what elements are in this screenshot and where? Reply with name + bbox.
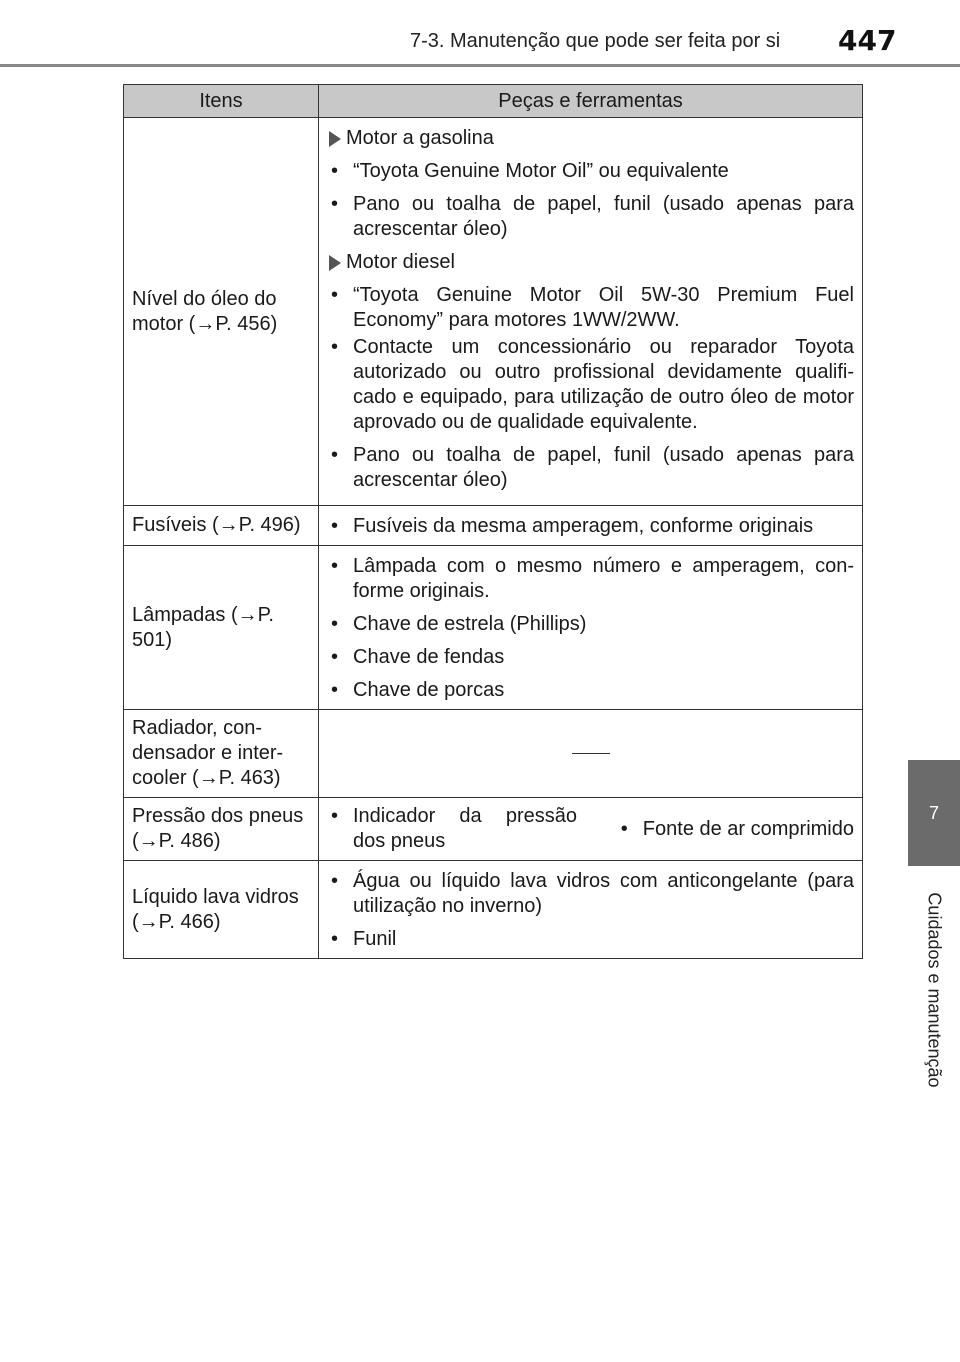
triangle-bullet-icon xyxy=(329,255,341,271)
maintenance-table xyxy=(123,84,863,959)
item-cell: Nível do óleo do motor (→P. 456) xyxy=(124,118,319,506)
list-item: • Funil xyxy=(331,928,397,950)
table-row xyxy=(124,710,863,798)
item-cell: Pressão dos pneus (→P. 486) xyxy=(124,798,319,861)
table-row xyxy=(124,118,863,506)
item-cell: Lâmpadas (→P. 501) xyxy=(124,546,319,710)
list-item: • Contacte um concessionário ou reparador Toyota autorizado ou outro profissional devidamente qualifi-cado e equipado, para utilização de outro óleo de motor aprovado ou de qualidade equivalente. xyxy=(331,336,854,433)
empty-dash xyxy=(572,753,610,754)
list-item: • Pano ou toalha de papel, funil (usado apenas para acrescentar óleo) xyxy=(331,193,854,240)
subheading-diesel: Motor diesel xyxy=(327,248,854,281)
chapter-tab[interactable] xyxy=(908,760,960,866)
triangle-bullet-icon xyxy=(329,131,341,147)
item-cell: Fusíveis (→P. 496) xyxy=(124,506,319,546)
list-item: • Lâmpada com o mesmo número e amperagem, con-forme originais. xyxy=(331,555,854,602)
parts-cell xyxy=(319,506,863,546)
list-item: • Chave de porcas xyxy=(331,679,505,701)
parts-cell xyxy=(319,118,863,506)
table-header-row xyxy=(124,85,863,118)
parts-cell xyxy=(319,861,863,959)
list-item: • Fonte de ar comprimido xyxy=(620,817,854,840)
item-cell: Líquido lava vidros (→P. 466) xyxy=(124,861,319,959)
item-cell: Radiador, con-densador e inter-cooler (→P. 463) xyxy=(124,710,319,798)
list-item: • Indicador da pressão dos pneus xyxy=(331,805,577,852)
column-header-items: Itens xyxy=(124,85,319,118)
section-title: 7-3. Manutenção que pode ser feita por si xyxy=(410,30,781,52)
list-item: • Chave de fendas xyxy=(331,646,505,668)
table-row xyxy=(124,861,863,959)
page-number: 447 xyxy=(838,24,897,57)
header-divider xyxy=(0,64,960,67)
list-item: • Fusíveis da mesma amperagem, conforme originais xyxy=(331,515,814,537)
list-item: • Água ou líquido lava vidros com anticongelante (para utilização no inverno) xyxy=(331,870,854,917)
parts-cell xyxy=(319,710,863,798)
parts-cell xyxy=(319,798,863,861)
chapter-number: 7 xyxy=(928,802,939,823)
list-item: • Pano ou toalha de papel, funil (usado apenas para acrescentar óleo) xyxy=(331,444,854,491)
subheading-gasoline: Motor a gasolina xyxy=(327,124,854,157)
column-header-parts: Peças e ferramentas xyxy=(319,85,863,118)
list-item: • “Toyota Genuine Motor Oil 5W-30 Premium Fuel Economy” para motores 1WW/2WW. xyxy=(331,284,854,331)
list-item: • Chave de estrela (Phillips) xyxy=(331,613,587,635)
table-row xyxy=(124,546,863,710)
table-row xyxy=(124,798,863,861)
list-item: • “Toyota Genuine Motor Oil” ou equivalente xyxy=(331,160,729,182)
parts-cell xyxy=(319,546,863,710)
chapter-label: Cuidados e manutenção xyxy=(924,892,945,1088)
table-row xyxy=(124,506,863,546)
